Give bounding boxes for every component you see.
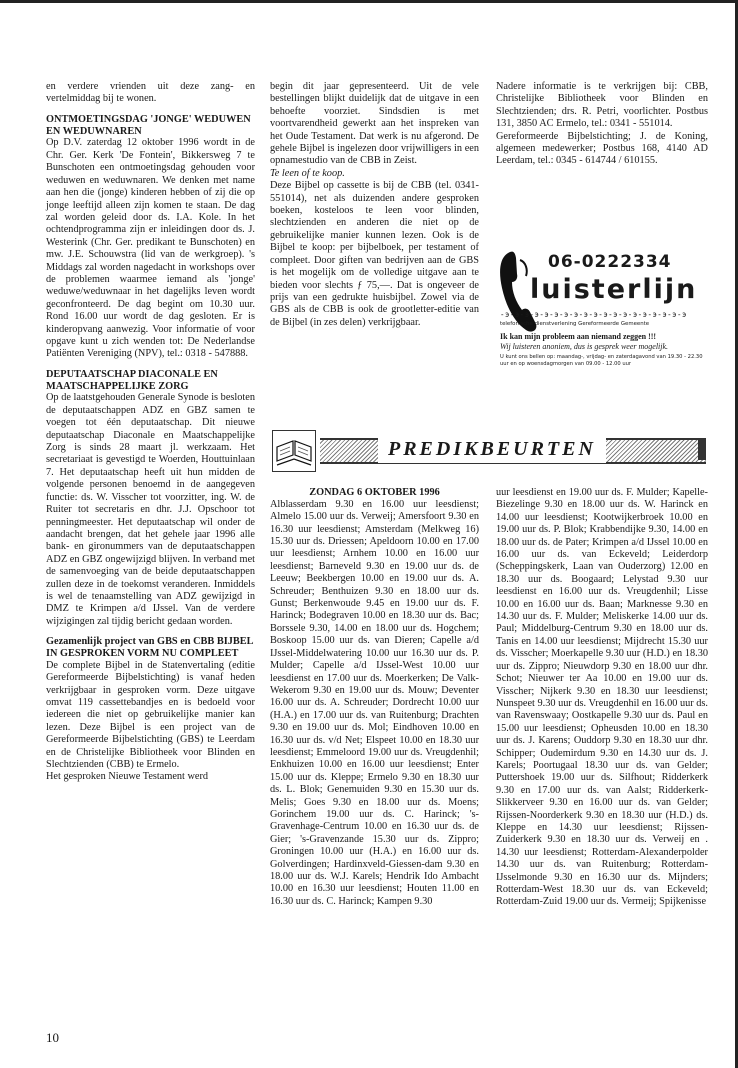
paragraph-deputaatschap: Op de laatstgehouden Generale Synode is besloten de deputaatschappen ADZ en GBZ samen te voegen tot één deputaatschap. Dit nieuwe deputaatschap Diaconale en Maatschappelijke Zorg is sinds 28 maart jl. werkzaam. Het secretariaat is gevestigd te Woerden, Houttuinlaan 7. Het deputaatschap heeft uit hun midden de volgende personen benoemd in de aangegeven functie: ds. W. Visscher tot voorzitter, ing. W. de Ruiter tot secretaris en dhr. J.J. Opschoor tot penningmeester. Het deputaatschap wil onder de aandacht brengen, dat het gehele jaar 1996 alle bank- en gironummers van de deputaatschappen ADZ en GBZ ongewijzigd blijven. In verband met de samenvoeging van de beide deputaatschappen zullen deze in de toekomst veranderen. Inmiddels is wel de tenaamstelling van ADZ gewijzigd in DMZ te Krimpen a/d IJssel. Van de verdere wijzigingen zal tijdig bericht gedaan worden. [46, 392, 255, 627]
subheading-te-leen: Te leen of te koop. [270, 167, 345, 179]
paragraph-bijbel-3: begin dit jaar gepresenteerd. Uit de vele bestellingen blijkt duidelijk dat de uitgave in een behoefte voorziet. Sindsdien is met voortvarendheid gewerkt aan het inspreken van het Oude Testament. Dat werk is nu afgerond. De gehele Bijbel is ingelezen door vrijwilligers in een opnamestudio van de CBB in Zeist. [270, 81, 479, 167]
luisterlijn-logo-text: luisterlijn [530, 274, 698, 305]
paragraph-informatie-cbb: Nadere informatie is te verkrijgen bij: CBB, Christelijke Bibliotheek voor Blinden en Slechtzienden; drs. R. Petri, voorlichter. Postbus 131, 3850 AC Ermelo, tel.: 0341 - 551014. [496, 81, 708, 130]
paragraph-bijbel-1: De complete Bijbel in de Statenvertaling (editie Gereformeerde Bijbelstichting) is vanaf heden verkrijgbaar in gesproken vorm. Deze uitgave omvat 119 cassettebandjes en is bedoeld voor iedereen die niet op gebruikelijke manier kan lezen. Deze Bijbel is een project van de Gereformeerde Bijbelstichting (GBS) te Leerdam en de Christelijke Bibliotheek voor Blinden en Slechtzienden (CBB) te Ermelo. [46, 659, 255, 771]
banner-end-cap [698, 438, 706, 460]
column-3 [496, 81, 708, 176]
ad-tagline: Wij luisteren anoniem, dus is gesprek weer mogelijk. [500, 342, 669, 351]
paragraph-bijbel-2: Het gesproken Nieuwe Testament werd [46, 771, 209, 783]
column-1 [46, 81, 255, 792]
luisterlijn-advertisement [496, 248, 710, 370]
ad-opening-hours: U kunt ons bellen op: maandag-, vrijdag- en zaterdagavond van 19.30 - 22.30 uur en op woensdagmorgen van 09.00 - 12.00 uur [500, 354, 703, 367]
paragraph-bijbel-4: Deze Bijbel op cassette is bij de CBB (tel. 0341-551014), net als duizenden andere gesproken boeken, kosteloos te leen voor blinden, slechtzienden en anderen die niet op de gebruikelijke manier kunnen lezen. Ook is de Bijbel te koop: per bijbelboek, per testament of compleet. Door giften van bedrijven aan de GBS is het mogelijk om de volledige uitgave aan te bieden voor slechts ƒ 75,—. Dat is ongeveer de prijs van een gedrukte huisbijbel. Zowel via de GBS als de CBB is ook de grootletter-editie van de Bijbel (in zes delen) verkrijgbaar. [270, 180, 479, 328]
paragraph-informatie-gbs: Gereformeerde Bijbelstichting; J. de Koning, algemeen medewerker; Postbus 168, 4140 AD Leerdam, tel.: 0345 - 614744 / 610155. [496, 130, 708, 167]
intro-paragraph: en verdere vrienden uit deze zang- en vertelmiddag bij te wonen. [46, 81, 255, 105]
open-book-icon [272, 430, 316, 472]
ad-subtitle: telefonische dienstverlening Gereformeerde Gemeente [500, 321, 650, 327]
heading-ontmoetingsdag: ONTMOETINGSDAG 'JONGE' WEDUWEN EN WEDUWNAREN [46, 113, 251, 137]
predikbeurten-banner [270, 427, 710, 477]
preken-column-left [270, 487, 479, 916]
column-2 [270, 81, 479, 337]
heading-deputaatschap: DEPUTAATSCHAP DIACONALE EN MAATSCHAPPELIJKE ZORG [46, 368, 218, 392]
page-frame-top [0, 0, 738, 3]
page-number: 10 [46, 1030, 59, 1045]
heading-bijbel-gesproken: Gezamenlijk project van GBS en CBB BIJBEL IN GESPROKEN VORM NU COMPLEET [46, 636, 253, 659]
preken-list-left: Alblasserdam 9.30 en 16.00 uur leesdienst; Almelo 15.00 uur ds. Verweij; Amersfoort 9.30 en 16.30 uur leesdienst; Amsterdam (Melkweg 16) 15.30 uur ds. Driessen; Apeldoorn 10.00 en 17.00 uur leesdienst; Arnhem 10.00 en 16.00 uur leesdienst; Barneveld 9.30 en 19.00 uur ds. de Leeuw; Beekbergen 10.00 en 19.00 uur ds. A. Schreuder; Benthuizen 9.30 en 18.00 uur ds. Gunst; Berkenwoude 9.45 en 19.00 uur ds. F. Harinck; Bodegraven 10.00 en 18.30 uur ds. Bac; Borssele 9.30, 14.00 en 18.00 uur ds. Hogchem; Boskoop 15.00 uur ds. van Dieren; Capelle a/d IJssel-Middelwatering 10.00 uur 16.30 uur ds. P. Mulder; Capelle a/d IJssel-West 10.00 uur leesdienst en 17.00 uur ds. Moerkerken; De Valk-Wekerom 9.30 en 19.00 uur ds. Mouw; Deventer 16.00 uur ds. A. Schreuder; Dordrecht 10.00 uur (H.A.) en 17.00 uur ds. van Ruitenburg; Drachten 9.30 en 19.00 uur ds. Mol; Eindhoven 10.00 en 16.30 uur ds. v/d Net; Elspeet 10.00 en 18.30 uur leesdienst; Emmeloord 19.00 uur ds. Vreugdenhil; Enkhuizen 10.00 en 16.00 uur leesdienst; Enter 15.00 uur ds. Kleppe; Ermelo 9.30 en 18.30 uur ds. L. Blok; Genemuiden 9.30 en 15.30 uur ds. Melis; Goes 9.30 en 18.00 uur ds. Moens; Gorinchem 19.00 uur ds. C. Harinck; 's-Gravenhage-Centrum 10.00 en 16.30 uur ds. de Gier; 's-Gravenzande 15.30 uur ds. Zippro; Groningen 10.00 uur (H.A.) en 16.00 uur ds. Golverdingen; Hardinxveld-Giessen-dam 9.30 en 18.00 uur ds. W.J. Karels; Hendrik Ido Ambacht 10.00 en 16.30 uur leesdienst; Houten 11.00 en 16.30 uur ds. C. Harinck; Kampen 9.30 [270, 498, 479, 907]
decorative-dashes: -э-э-э-э-э-э-э-э-э-э-э-э-э-э-э-э-э-э-э [500, 310, 687, 319]
preken-date-heading: ZONDAG 6 OKTOBER 1996 [309, 487, 440, 498]
preken-list-right: uur leesdienst en 19.00 uur ds. F. Mulder; Kapelle-Biezelinge 9.30 en 18.00 uur ds. W. Harinck en 14.00 uur leesdienst; Kootwijkerbroek 10.00 en 19.00 uur ds. P. Blok; Krabbendijke 9.30, 14.00 en 18.00 uur ds. de Pater; Krimpen a/d IJssel 10.00 en 16.00 uur ds. van Eckeveld; Leiderdorp (Scheppingskerk, Laan van Ouderzorg) 12.00 en 18.30 uur ds. Boogaard; Lelystad 9.30 uur leesdienst en 16.00 uur ds. Vreugdenhil; Lisse 10.00 en 16.00 uur ds. Baan; Marknesse 9.30 en 14.30 uur ds. F. Mulder; Meliskerke 14.00 uur ds. Paul; Middelburg-Centrum 9.30 en 18.00 uur ds. Tanis en 14.00 uur leesdienst; Mijdrecht 15.30 uur ds. Visscher; Moerkapelle 9.30 uur (H.D.) en 18.30 uur ds. Zippro; Nieuwdorp 9.30 en 18.00 uur dhr. Schot; Nieuwer ter Aa 10.00 en 19.00 uur ds. Visscher; Nijkerk 9.30 en 18.30 uur leesdienst; Nunspeet 9.30 uur ds. Vreugdenhil en 16.00 uur ds. van Ravenswaay; Oostkapelle 9.30 uur ds. Paul en 15.00 uur leesdienst; Opheusden 10.00 en 18.30 uur ds. J. Karens; Ouddorp 9.30 en 18.30 uur dhr. Schipper; Oudemirdum 9.30 en 14.30 uur ds. J. Karels; Poortugaal 18.30 uur ds. van Gelder; Puttershoek 19.00 uur ds. Silfhout; Ridderkerk 9.30 en 17.00 uur ds. van Aalst; Ridderkerk-Slikkerveer 9.30 en 16.00 uur ds. van Gelder; Rijssen-Noorderkerk 9.30 en 18.30 uur (H.D.) ds. Kleppe en 14.30 uur leesdienst; Rijssen-Zuiderkerk 9.30 en 18.30 uur ds. Verweij en . 14.30 uur leesdienst; Rotterdam-Alexanderpolder 14.30 uur ds. van Ruitenburg; Rotterdam-IJsselmonde 9.30 en 16.30 uur ds. Mijnders; Rotterdam-West 18.30 uur ds. van Eckeveld; Rotterdam-Zuid 19.00 uur ds. Vermeij; Spijkenisse [496, 487, 708, 908]
ad-slogan: Ik kan mijn probleem aan niemand zeggen !!! [500, 332, 657, 341]
banner-title: PREDIKBEURTEN [378, 435, 606, 463]
paragraph-ontmoetingsdag: Op D.V. zaterdag 12 oktober 1996 wordt in de Chr. Ger. Kerk 'De Fontein', Bikkersweg 7 te Bunschoten een ontmoetingsdag gehouden voor weduwen en weduwnaren. We denken met name aan hen die (jonge) kinderen hebben of zij die op jonge leeftijd alleen zijn komen te staan. De dag zal worden geleid door ds. I.A. Kole. In het ochtendprogramma zijn er inleidingen door ds. J. Westerink (Chr. Ger. predikant te Bunschoten) en mw. J.E. Schouwstra (lid van de werkgroep). 's Middags zal worden nagedacht in workshops over de problemen waarmee iemand als 'jonge' weduwe/weduwnaar in het dagelijks leven wordt geconfronteerd. De dag begint om 10.30 uur. Rond 16.00 uur wordt de dag gesloten. Er is kinderopvang aanwezig. Voor informatie of voor opgave kunt u zich wenden tot: De Nederlandse Patiënten Vereniging (NPV), tel.: 0318 - 547888. [46, 137, 255, 360]
helpline-phone-number: 06-0222334 [548, 252, 672, 272]
preken-column-right [496, 487, 708, 917]
